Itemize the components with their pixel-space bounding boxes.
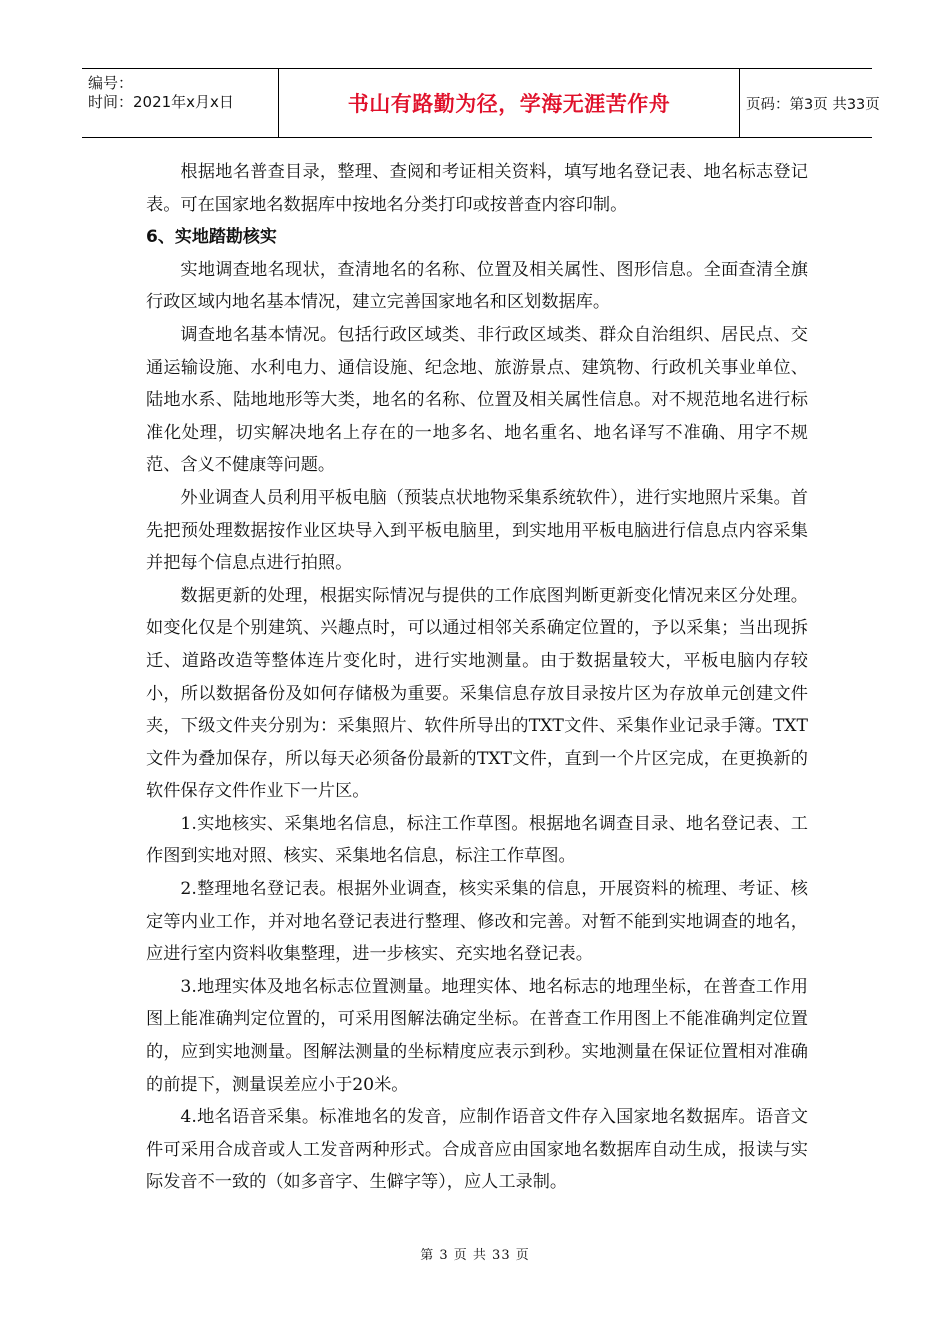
document-body (146, 156, 808, 1199)
footer-page-number: 第 3 页 共 33 页 (420, 1248, 530, 1263)
paragraph: 实地调查地名现状，查清地名的名称、位置及相关属性、图形信息。全面查清全旗行政区域内地名基本情况，建立完善国家地名和区划数据库。 (146, 259, 808, 313)
document-number-label: 编号： (88, 74, 134, 92)
header-meta-cell (82, 69, 278, 137)
paragraph: 外业调查人员利用平板电脑（预装点状地物采集系统软件），进行实地照片采集。首先把预处理数据按作业区块导入到平板电脑里，到实地用平板电脑进行信息点内容采集并把每个信息点进行拍照。 (146, 487, 808, 574)
header-motto: 书山有路勤为径，学海无涯苦作舟 (347, 92, 671, 116)
header-page-code: 页码：第3页 共33页 (746, 96, 880, 113)
header-motto-cell (278, 69, 740, 137)
paragraph: 2.整理地名登记表。根据外业调查，核实采集的信息，开展资料的梳理、考证、核定等内业工作，并对地名登记表进行整理、修改和完善。对暂不能到实地调查的地名，应进行室内资料收集整理，进一步核实、充实地名登记表。 (146, 879, 808, 965)
header-page-cell (738, 69, 880, 137)
paragraph: 数据更新的处理，根据实际情况与提供的工作底图判断更新变化情况来区分处理。如变化仅是个别建筑、兴趣点时，可以通过相邻关系确定位置的，予以采集；当出现拆迁、道路改造等整体连片变化时，进行实地测量。由于数据量较大，平板电脑内存较小，所以数据备份及如何存储极为重要。采集信息存放目录按片区为存放单元创建文件夹，下级文件夹分别为：采集照片、软件所导出的TXT文件、采集作业记录手簿。TXT文件为叠加保存，所以每天必须备份最新的TXT文件，直到一个片区完成，在更换新的软件保存文件作业下一片区。 (146, 585, 808, 802)
paragraph: 根据地名普查目录，整理、查阅和考证相关资料，填写地名登记表、地名标志登记表。可在国家地名数据库中按地名分类打印或按普查内容印制。 (146, 162, 808, 215)
document-date-label: 时间：2021年x月x日 (88, 93, 234, 111)
page-footer (0, 1244, 950, 1263)
paragraph: 1.实地核实、采集地名信息，标注工作草图。根据地名调查目录、地名登记表、工作图到实地对照、核实、采集地名信息，标注工作草图。 (146, 813, 808, 867)
page-header (82, 68, 880, 138)
section-heading: 6、实地踏勘核实 (146, 227, 277, 248)
paragraph: 3.地理实体及地名标志位置测量。地理实体、地名标志的地理坐标，在普查工作用图上能准确判定位置的，可采用图解法确定坐标。在普查工作用图上不能准确判定位置的，应到实地测量。图解法测量的坐标精度应表示到秒。实地测量在保证位置相对准确的前提下，测量误差应小于20米。 (146, 976, 808, 1095)
paragraph: 调查地名基本情况。包括行政区域类、非行政区域类、群众自治组织、居民点、交通运输设施、水利电力、通信设施、纪念地、旅游景点、建筑物、行政机关事业单位、陆地水系、陆地地形等大类，地名的名称、位置及相关属性信息。对不规范地名进行标准化处理，切实解决地名上存在的一地多名、地名重名、地名译写不准确、用字不规范、含义不健康等问题。 (146, 324, 808, 476)
paragraph: 4.地名语音采集。标准地名的发音，应制作语音文件存入国家地名数据库。语音文件可采用合成音或人工发音两种形式。合成音应由国家地名数据库自动生成，报读与实际发音不一致的（如多音字、生僻字等），应人工录制。 (146, 1107, 808, 1193)
